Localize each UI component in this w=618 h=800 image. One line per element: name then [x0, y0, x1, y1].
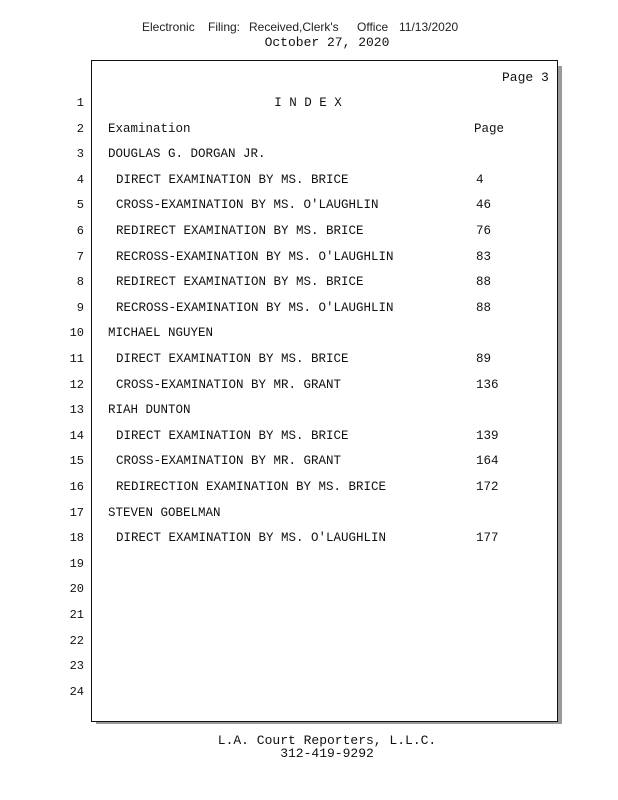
examination-page-ref: 164 [476, 454, 499, 468]
line-number: 14 [69, 429, 84, 443]
examination-page-ref: 136 [476, 378, 499, 392]
examination-page-ref: 88 [476, 301, 492, 315]
filing-date: 11/13/2020 [399, 20, 459, 34]
line-number: 21 [69, 608, 84, 622]
examination-entry: CROSS-EXAMINATION BY MS. O'LAUGHLIN [116, 198, 379, 212]
line-number: 9 [76, 301, 84, 315]
line-number: 19 [69, 557, 84, 571]
examination-page-ref: 177 [476, 531, 499, 545]
line-number: 3 [76, 147, 84, 161]
filing-word-received: Received,Clerk's [249, 20, 339, 34]
page-number: Page 3 [502, 70, 549, 85]
line-number: 18 [69, 531, 84, 545]
line-number: 1 [76, 96, 84, 110]
column-header-examination: Examination [108, 122, 191, 136]
examination-page-ref: 83 [476, 250, 492, 264]
examination-entry: DIRECT EXAMINATION BY MS. BRICE [116, 352, 349, 366]
examination-page-ref: 4 [476, 173, 484, 187]
line-number: 12 [69, 378, 84, 392]
examination-entry: DIRECT EXAMINATION BY MS. O'LAUGHLIN [116, 531, 387, 545]
filing-word-filing: Filing: [208, 20, 241, 34]
witness-name: DOUGLAS G. DORGAN JR. [108, 147, 266, 161]
examination-entry: DIRECT EXAMINATION BY MS. BRICE [116, 429, 349, 443]
index-title: I N D E X [274, 96, 342, 110]
witness-name: STEVEN GOBELMAN [108, 506, 221, 520]
line-number: 20 [69, 582, 84, 596]
examination-page-ref: 46 [476, 198, 492, 212]
line-number: 7 [76, 250, 84, 264]
footer-phone: 312-419-9292 [280, 746, 374, 761]
line-number: 17 [69, 506, 84, 520]
examination-page-ref: 88 [476, 275, 492, 289]
witness-name: RIAH DUNTON [108, 403, 191, 417]
line-number: 8 [76, 275, 84, 289]
examination-entry: RECROSS-EXAMINATION BY MS. O'LAUGHLIN [116, 301, 394, 315]
examination-entry: RECROSS-EXAMINATION BY MS. O'LAUGHLIN [116, 250, 394, 264]
filing-word-electronic: Electronic [142, 20, 195, 34]
line-number: 22 [69, 634, 84, 648]
transcript-date: October 27, 2020 [264, 35, 390, 50]
examination-entry: CROSS-EXAMINATION BY MR. GRANT [116, 454, 342, 468]
examination-entry: DIRECT EXAMINATION BY MS. BRICE [116, 173, 349, 187]
line-number: 4 [76, 173, 84, 187]
filing-word-office: Office [357, 20, 389, 34]
line-number: 13 [69, 403, 84, 417]
line-number: 6 [76, 224, 84, 238]
line-number: 23 [69, 659, 84, 673]
line-number: 10 [69, 326, 84, 340]
line-number: 5 [76, 198, 84, 212]
line-number: 16 [69, 480, 84, 494]
examination-page-ref: 139 [476, 429, 499, 443]
examination-page-ref: 172 [476, 480, 499, 494]
witness-name: MICHAEL NGUYEN [108, 326, 214, 340]
examination-entry: CROSS-EXAMINATION BY MR. GRANT [116, 378, 342, 392]
line-number: 2 [76, 122, 84, 136]
examination-entry: REDIRECT EXAMINATION BY MS. BRICE [116, 224, 364, 238]
examination-page-ref: 76 [476, 224, 492, 238]
line-number: 24 [69, 685, 84, 699]
line-number: 15 [69, 454, 84, 468]
footer-company: L.A. Court Reporters, L.L.C. [217, 733, 437, 748]
examination-entry: REDIRECTION EXAMINATION BY MS. BRICE [116, 480, 387, 494]
line-number: 11 [69, 352, 84, 366]
column-header-page: Page [474, 122, 505, 136]
examination-page-ref: 89 [476, 352, 492, 366]
examination-entry: REDIRECT EXAMINATION BY MS. BRICE [116, 275, 364, 289]
